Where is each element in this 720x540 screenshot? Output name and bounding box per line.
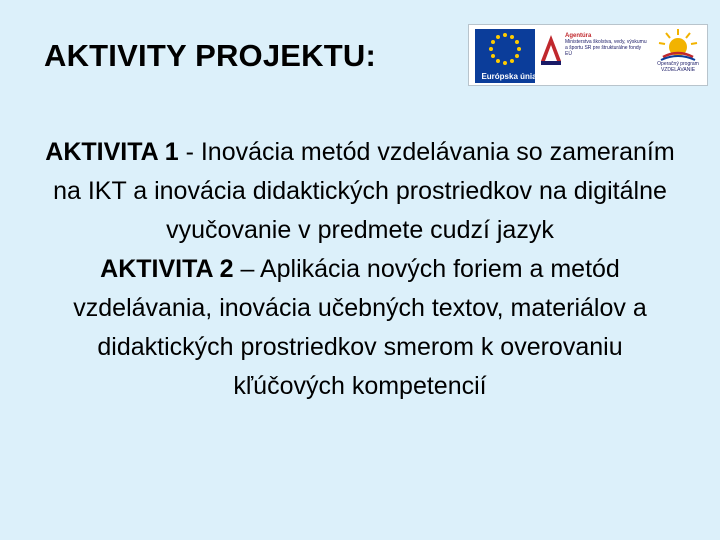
agency-logo [539, 29, 647, 83]
activity-2 [40, 250, 680, 406]
activities-list [40, 133, 680, 406]
activity-1-label: AKTIVITA 1 [45, 138, 179, 166]
eu-label: Európska únia [481, 72, 537, 81]
agency-subtitle: Ministerstva školstva, vedy, výskumu a športu SR pre štrukturálne fondy EÚ [565, 39, 647, 57]
activity-2-separator: – [233, 255, 260, 283]
esf-sun-icon [651, 27, 705, 61]
partner-logos [468, 24, 708, 86]
eu-flag-logo [475, 29, 535, 83]
esf-text: Operačný program VZDELÁVANIE [657, 61, 699, 73]
agency-name: Agentúra [565, 33, 592, 39]
agency-book-icon [539, 31, 563, 67]
slide-title: AKTIVITY PROJEKTU: [44, 38, 377, 73]
eu-stars-icon [475, 29, 535, 69]
activity-2-text: Aplikácia nových foriem a metód vzdelávania, inovácia učebných textov, materiálov a didaktických prostriedkov smerom k overovaniu kľúčových kompetencií [73, 255, 647, 400]
activity-1-separator: - [178, 138, 201, 166]
activity-1-text: Inovácia metód vzdelávania so zameraním na IKT a inovácia didaktických prostriedkov na digitálne vyučovanie v predmete cudzí jazyk [53, 138, 675, 244]
activity-2-label: AKTIVITA 2 [100, 255, 234, 283]
esf-logo [651, 27, 705, 85]
agency-text [565, 33, 647, 57]
activity-1 [40, 133, 680, 250]
